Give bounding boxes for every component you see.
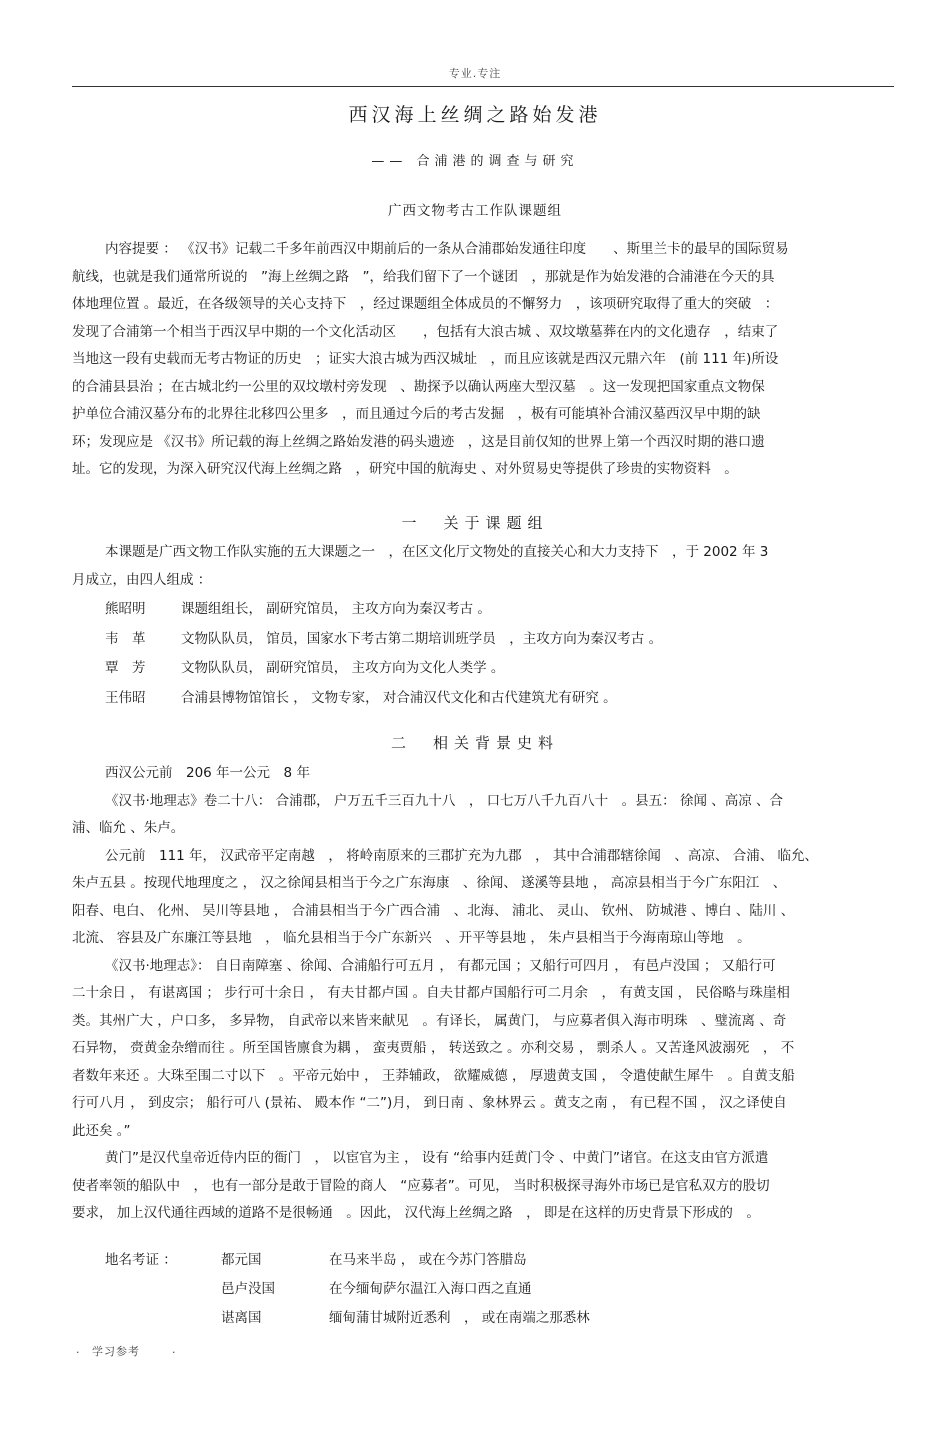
place-name: 邑卢没国 <box>221 1281 275 1297</box>
member-description: 课题组组长， 副研究馆员， 主攻方向为秦汉考古 。 <box>181 601 491 617</box>
member-description: 文物队队员， 副研究馆员， 主攻方向为文化人类学 。 <box>181 660 505 676</box>
abstract-line: 的合浦县县治 ；在古城北约一公里的双坟墩村旁发现 、勘探予以确认两座大型汉墓 。这一发现把国家重点文物保 <box>72 378 765 395</box>
member-name: 韦 革 <box>105 630 146 647</box>
abstract-line: 内容提要 ： 《汉书》记载二千多年前西汉中期前后的一条从合浦郡始发通往印度 、斯里兰卡的最早的国际贸易 <box>105 241 789 257</box>
member-row <box>72 654 884 684</box>
place-row <box>72 1275 884 1304</box>
background-line: 北流、 容县及广东廉江等县地 ， 临允县相当于今广东新兴 、开平等县地 ， 朱卢县相当于今海南琼山等地 。 <box>72 930 751 946</box>
place-name: 都元国 <box>221 1252 262 1268</box>
background-line: 浦、临允 、朱卢。 <box>72 820 185 836</box>
background-line: 石异物， 赍黄金杂缯而往 。所至国皆廪食为耦 ， 蛮夷贾船 ， 转送致之 。亦利交易 ， 剽杀人 。又苦逢风波溺死 ， 不 <box>72 1040 795 1056</box>
footer-dot: . <box>76 1343 80 1356</box>
background-line: 此还矣 。” <box>72 1122 131 1139</box>
document-author: 广西文物考古工作队课题组 <box>388 203 562 219</box>
header-divider <box>72 86 894 87</box>
member-description: 合浦县博物馆馆长 ， 文物专家， 对合浦汉代文化和古代建筑尤有研究 。 <box>181 689 617 706</box>
member-name: 覃 芳 <box>105 660 146 676</box>
member-row <box>72 595 884 625</box>
background-line: 行可八月 ， 到皮宗； 船行可八 (景祐、 殿本作 “二”)月， 到日南 、象林界云 。黄支之南 ， 有已程不国 ， 汉之译使自 <box>72 1095 787 1111</box>
abstract-line: 址。它的发现，为深入研究汉代海上丝绸之路 ，研究中国的航海史 、对外贸易史等提供了珍贵的实物资料 。 <box>72 461 738 477</box>
abstract-line: 护单位合浦汉墓分布的北界往北移四公里多 ，而且通过今后的考古发掘 ，极有可能填补合浦汉墓西汉早中期的缺 <box>72 406 761 422</box>
page-footer: 学习参考 <box>92 1345 140 1358</box>
background-line: 二十余日 ， 有谌离国 ； 步行可十余日 ， 有夫甘都卢国 。自夫甘都卢国船行可二月余 ， 有黄支国 ， 民俗略与珠崖相 <box>72 985 790 1001</box>
place-description: 缅甸蒲甘城附近悉利 ， 或在南端之那悉林 <box>329 1310 590 1326</box>
background-text <box>72 760 884 1228</box>
abstract-line: 体地理位置 。最近，在各级领导的关心支持下 ，经过课题组全体成员的不懈努力 ，该项研究取得了重大的突破 ： <box>72 296 779 312</box>
background-line: 者数年来还 。大珠至围二寸以下 。平帝元始中 ， 王莽辅政， 欲耀威德 ， 厚遗黄支国 ， 令遣使献生犀牛 。自黄支船 <box>72 1067 795 1084</box>
place-description: 在马来半岛 ， 或在今苏门答腊岛 <box>329 1252 527 1268</box>
place-description: 在今缅甸萨尔温江入海口西之直通 <box>329 1281 532 1297</box>
background-line: 《汉书·地理志》卷二十八： 合浦郡， 户万五千三百九十八 ， 口七万八千九百八十 。县五： 徐闻 、高凉 、合 <box>105 792 784 809</box>
place-name-list <box>72 1246 884 1333</box>
background-line: 西汉公元前 206 年一公元 8 年 <box>105 765 310 781</box>
place-list-label: 地名考证 ： <box>105 1252 177 1268</box>
background-line: 公元前 111 年， 汉武帝平定南越 ， 将岭南原来的三郡扩充为九郡 ， 其中合浦郡辖徐闻 、高凉、 合浦、 临允、 <box>105 847 819 864</box>
document-title: 西汉海上丝绸之路始发港 <box>348 104 602 126</box>
background-line: 阳春、电白、 化州、 吴川等县地 ， 合浦县相当于今广西合浦 、北海、 浦北、 灵山、 钦州、 防城港 、博白 、陆川 、 <box>72 902 795 919</box>
member-list <box>72 595 884 713</box>
section-heading-background: 二 相关背景史料 <box>390 734 559 752</box>
background-line: 使者率领的船队中 ， 也有一部分是敢于冒险的商人 “应募者”。可见， 当时积极探寻海外市场已是官私双方的股切 <box>72 1177 770 1194</box>
member-name: 熊昭明 <box>105 601 146 617</box>
member-name: 王伟昭 <box>105 689 146 706</box>
background-line: 朱卢五县 。按现代地理度之 ， 汉之徐闻县相当于今之广东海康 、徐闻、 遂溪等县地 ， 高凉县相当于今广东阳江 、 <box>72 875 787 891</box>
intro-line: 月成立，由四人组成 ： <box>72 571 212 588</box>
member-description: 文物队队员， 馆员，国家水下考古第二期培训班学员 ，主攻方向为秦汉考古 。 <box>181 630 663 647</box>
place-name: 谌离国 <box>221 1310 262 1326</box>
background-line: 《汉书·地理志》： 自日南障塞 、徐闻、合浦船行可五月 ， 有都元国 ；又船行可四月 ， 有邑卢没国 ； 又船行可 <box>105 957 776 974</box>
abstract-line: 环；发现应是 《汉书》所记载的海上丝绸之路始发港的码头遗迹 ，这是目前仅知的世界上第一个西汉时期的港口遗 <box>72 433 765 450</box>
member-row <box>72 625 884 655</box>
place-row <box>72 1304 884 1333</box>
background-line: 要求， 加上汉代通往西域的道路不是很畅通 。因此， 汉代海上丝绸之路 ， 即是在这样的历史背景下形成的 。 <box>72 1205 760 1221</box>
background-line: 黄门”是汉代皇帝近侍内臣的衙门 ， 以宦官为主 ， 设有 “给事内廷黄门令 、中黄门”诸官。在这支由官方派遣 <box>105 1150 769 1166</box>
intro-line: 本课题是广西文物工作队实施的五大课题之一 ，在区文化厅文物处的直接关心和大力支持下 ，于 2002 年 3 <box>105 544 769 560</box>
document-subtitle: —— 合浦港的调查与研究 <box>371 154 579 169</box>
abstract-line: 航线，也就是我们通常所说的 ”海上丝绸之路 ”，给我们留下了一个谜团 ，那就是作为始发港的合浦港在今天的具 <box>72 268 775 285</box>
abstract-line: 发现了合浦第一个相当于西汉早中期的一个文化活动区 ，包括有大浪古城 、双坟墩墓葬在内的文化遗存 ，结束了 <box>72 323 779 340</box>
background-line: 类。其州广大 ，户口多， 多异物， 自武帝以来皆来献见 。有译长， 属黄门， 与应募者俱入海市明珠 、璧流离 、奇 <box>72 1012 787 1029</box>
page-header: 专业.专注 <box>448 67 502 80</box>
abstract-line: 当地这一段有史载而无考古物证的历史 ；证实大浪古城为西汉城址 ，而且应该就是西汉元鼎六年 (前 111 年)所设 <box>72 351 779 367</box>
research-group-intro <box>72 539 884 594</box>
member-row <box>72 684 884 714</box>
footer-dot: . <box>172 1343 176 1356</box>
place-row <box>72 1246 884 1275</box>
section-heading-research-group: 一 关于课题组 <box>401 514 549 532</box>
abstract-paragraph <box>72 236 884 484</box>
